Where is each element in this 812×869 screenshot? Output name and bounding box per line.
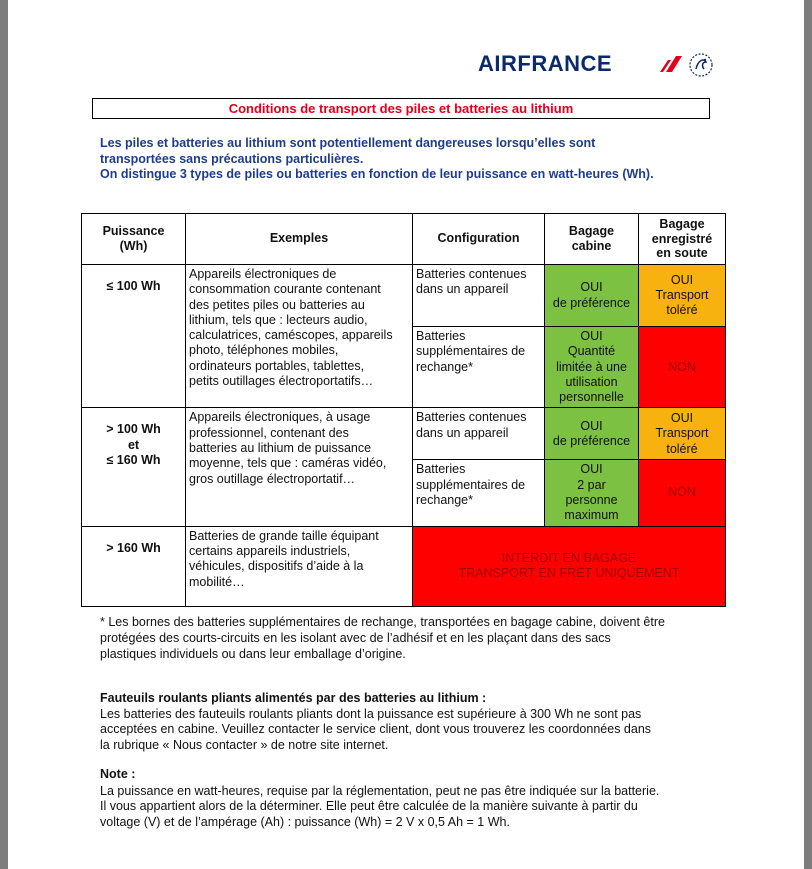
- examples-cell: Appareils électroniques de consommation courante contenant des petites piles ou batteries au lithium, tels que : lecteurs audio, calculatrices, caméscopes, appareils photo, téléphones mobiles, ordinateurs portables, tablettes, petits outillages électroportatifs…: [186, 265, 413, 408]
- cabin-cell: OUI de préférence: [545, 408, 639, 460]
- hold-cell: OUI Transport toléré: [639, 408, 726, 460]
- config-cell: Batteries contenues dans un appareil: [413, 408, 545, 460]
- hold-cell: OUI Transport toléré: [639, 265, 726, 327]
- document-title: Conditions de transport des piles et batteries au lithium: [92, 98, 710, 119]
- config-cell: Batteries supplémentaires de rechange*: [413, 327, 545, 408]
- battery-rules-table: [81, 213, 726, 607]
- note-heading: Note :: [100, 767, 136, 781]
- intro-line: Les piles et batteries au lithium sont potentiellement dangereuses lorsqu’elles sont: [100, 136, 596, 150]
- wheelchair-section: Fauteuils roulants pliants alimentés par des batteries au lithium : Les batteries des fauteuils roulants pliants dont la puissance est supérieure à 300 Wh ne sont pas acceptées en cabine. Veuillez contacter le service client, dont vous trouverez les coordonnées dans la rubrique « Nous contacter » de notre site internet.: [100, 691, 740, 753]
- seahorse-seal-icon: [686, 50, 716, 80]
- intro-text: [100, 136, 740, 183]
- header-puissance: Puissance (Wh): [82, 214, 186, 265]
- config-cell: Batteries contenues dans un appareil: [413, 265, 545, 327]
- airfrance-logo: [478, 50, 718, 80]
- table-row: [82, 265, 726, 327]
- examples-cell: Batteries de grande taille équipant certains appareils industriels, véhicules, dispositifs d’aide à la mobilité…: [186, 526, 413, 606]
- header-soute: Bagage enregistré en soute: [639, 214, 726, 265]
- power-cell: > 100 Wh et ≤ 160 Wh: [82, 408, 186, 526]
- logo-stripe-icon: [656, 54, 682, 74]
- wheelchair-heading: Fauteuils roulants pliants alimentés par des batteries au lithium :: [100, 691, 487, 705]
- header-exemples: Exemples: [186, 214, 413, 265]
- hold-cell: NON: [639, 460, 726, 526]
- footnote: * Les bornes des batteries supplémentaires de rechange, transportées en bagage cabine, doivent être protégées des courts-circuits en les isolant avec de l’adhésif et en les plaçant dans des sacs plastiques individuels ou dans leur emballage d’origine.: [100, 615, 665, 661]
- examples-cell: Appareils électroniques, à usage professionnel, contenant des batteries au lithium de puissance moyenne, tels que : caméras vidéo, gros outillage électroportatif…: [186, 408, 413, 526]
- intro-line: On distingue 3 types de piles ou batteries en fonction de leur puissance en watt-heures (Wh).: [100, 167, 654, 181]
- intro-line: transportées sans précautions particulières.: [100, 151, 364, 166]
- header-cabine: Bagage cabine: [545, 214, 639, 265]
- cabin-cell: OUI Quantité limitée à une utilisation personnelle: [545, 327, 639, 408]
- header-configuration: Configuration: [413, 214, 545, 265]
- cabin-cell: OUI de préférence: [545, 265, 639, 327]
- config-cell: Batteries supplémentaires de rechange*: [413, 460, 545, 526]
- power-cell: > 160 Wh: [82, 526, 186, 606]
- power-cell: ≤ 100 Wh: [82, 265, 186, 408]
- forbidden-cell: INTERDIT EN BAGAGE TRANSPORT EN FRET UNIQUEMENT: [413, 526, 726, 606]
- table-row: [82, 526, 726, 606]
- cabin-cell: OUI 2 par personne maximum: [545, 460, 639, 526]
- document-page: [8, 0, 804, 869]
- logo-wordmark: AIRFRANCE: [478, 51, 613, 76]
- note-section: Note : La puissance en watt-heures, requise par la réglementation, peut ne pas être indiquée sur la batterie. Il vous appartient alors de la déterminer. Elle peut être calculée de la manière suivante à partir du voltage (V) et de l’ampérage (Ah) : puissance (Wh) = 2 V x 0,5 Ah = 1 Wh.: [100, 767, 740, 830]
- table-header-row: [82, 214, 726, 265]
- hold-cell: NON: [639, 327, 726, 408]
- table-row: [82, 408, 726, 460]
